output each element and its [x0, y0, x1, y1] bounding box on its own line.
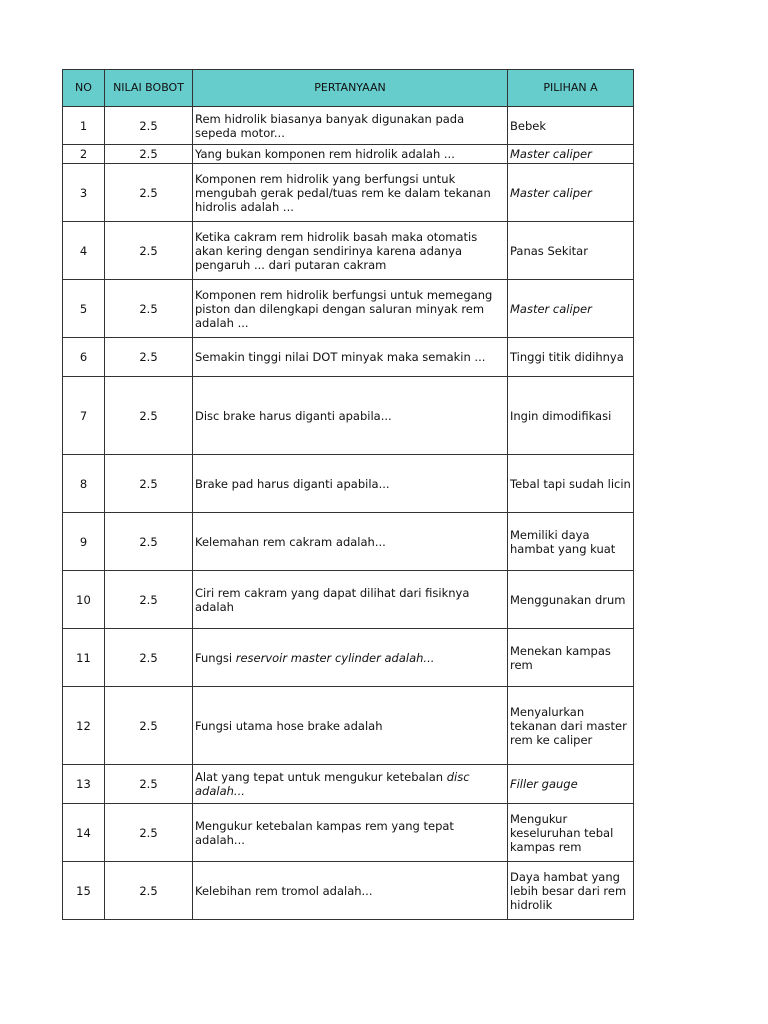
- header-option-a[interactable]: PILIHAN A: [508, 70, 634, 107]
- cell-question[interactable]: [193, 629, 508, 687]
- cell-weight[interactable]: 2.5: [105, 687, 193, 765]
- cell-question[interactable]: [193, 145, 508, 164]
- table-row: [63, 107, 634, 145]
- cell-question[interactable]: [193, 804, 508, 862]
- cell-option-a[interactable]: Bebek: [508, 107, 634, 145]
- question-text: Disc brake harus diganti apabila...: [195, 408, 392, 423]
- cell-question[interactable]: [193, 164, 508, 222]
- cell-option-a[interactable]: Daya hambat yang lebih besar dari rem hidrolik: [508, 862, 634, 920]
- cell-no[interactable]: 11: [63, 629, 105, 687]
- table-row: [63, 629, 634, 687]
- question-text: Alat yang tepat untuk mengukur ketebalan: [195, 770, 447, 784]
- question-text: Kelemahan rem cakram adalah...: [195, 534, 386, 549]
- cell-option-a[interactable]: Master caliper: [508, 145, 634, 164]
- cell-weight[interactable]: 2.5: [105, 455, 193, 513]
- cell-weight[interactable]: 2.5: [105, 145, 193, 164]
- cell-option-a[interactable]: Master caliper: [508, 280, 634, 338]
- cell-no[interactable]: 2: [63, 145, 105, 164]
- cell-option-a[interactable]: Memiliki daya hambat yang kuat: [508, 513, 634, 571]
- cell-no[interactable]: 15: [63, 862, 105, 920]
- cell-weight[interactable]: 2.5: [105, 862, 193, 920]
- table-row: [63, 222, 634, 280]
- cell-no[interactable]: 7: [63, 377, 105, 455]
- cell-weight[interactable]: 2.5: [105, 765, 193, 804]
- question-text: Ciri rem cakram yang dapat dilihat dari fisiknya adalah: [195, 585, 470, 614]
- cell-no[interactable]: 3: [63, 164, 105, 222]
- question-text: Kelebihan rem tromol adalah...: [195, 883, 373, 898]
- cell-question[interactable]: [193, 513, 508, 571]
- table-row: [63, 164, 634, 222]
- question-text: Komponen rem hidrolik yang berfungsi untuk mengubah gerak pedal/tuas rem ke dalam tekanan hidrolis adalah ...: [195, 171, 491, 214]
- cell-no[interactable]: 14: [63, 804, 105, 862]
- cell-weight[interactable]: 2.5: [105, 629, 193, 687]
- question-table: [62, 69, 634, 920]
- cell-weight[interactable]: 2.5: [105, 377, 193, 455]
- table-row: [63, 765, 634, 804]
- table-row: [63, 862, 634, 920]
- cell-weight[interactable]: 2.5: [105, 107, 193, 145]
- cell-weight[interactable]: 2.5: [105, 280, 193, 338]
- cell-weight[interactable]: 2.5: [105, 222, 193, 280]
- question-text: Fungsi utama hose brake adalah: [195, 718, 383, 733]
- table-row: [63, 377, 634, 455]
- table-row: [63, 571, 634, 629]
- question-text: Fungsi: [195, 650, 236, 665]
- question-text: Rem hidrolik biasanya banyak digunakan pada sepeda motor...: [195, 111, 465, 140]
- cell-question[interactable]: [193, 222, 508, 280]
- cell-no[interactable]: 1: [63, 107, 105, 145]
- cell-option-a[interactable]: Master caliper: [508, 164, 634, 222]
- cell-no[interactable]: 8: [63, 455, 105, 513]
- cell-no[interactable]: 13: [63, 765, 105, 804]
- cell-option-a[interactable]: Panas Sekitar: [508, 222, 634, 280]
- question-text: Brake pad harus diganti apabila...: [195, 476, 390, 491]
- cell-no[interactable]: 4: [63, 222, 105, 280]
- cell-option-a[interactable]: Menyalurkan tekanan dari master rem ke caliper: [508, 687, 634, 765]
- question-text: Mengukur ketebalan kampas rem yang tepat adalah...: [195, 818, 454, 847]
- cell-question[interactable]: [193, 687, 508, 765]
- cell-weight[interactable]: 2.5: [105, 338, 193, 377]
- question-italic-text: disc adalah...: [195, 770, 470, 798]
- table-row: [63, 145, 634, 164]
- cell-option-a[interactable]: Menekan kampas rem: [508, 629, 634, 687]
- cell-weight[interactable]: 2.5: [105, 164, 193, 222]
- table-row: [63, 804, 634, 862]
- cell-option-a[interactable]: Menggunakan drum: [508, 571, 634, 629]
- cell-question[interactable]: [193, 338, 508, 377]
- question-italic-text: reservoir master cylinder adalah...: [235, 650, 435, 665]
- question-text: Yang bukan komponen rem hidrolik adalah ...: [195, 147, 455, 161]
- cell-no[interactable]: 12: [63, 687, 105, 765]
- cell-option-a[interactable]: Filler gauge: [508, 765, 634, 804]
- cell-option-a[interactable]: Tinggi titik didihnya: [508, 338, 634, 377]
- header-no[interactable]: NO: [63, 70, 105, 107]
- cell-option-a[interactable]: Ingin dimodifikasi: [508, 377, 634, 455]
- cell-question[interactable]: [193, 107, 508, 145]
- cell-no[interactable]: 6: [63, 338, 105, 377]
- cell-question[interactable]: [193, 862, 508, 920]
- table-row: [63, 687, 634, 765]
- header-row: [63, 70, 634, 107]
- cell-weight[interactable]: 2.5: [105, 571, 193, 629]
- header-weight[interactable]: NILAI BOBOT: [105, 70, 193, 107]
- table-row: [63, 338, 634, 377]
- question-text: Semakin tinggi nilai DOT minyak maka semakin ...: [195, 350, 486, 364]
- cell-question[interactable]: [193, 455, 508, 513]
- cell-option-a[interactable]: Mengukur keseluruhan tebal kampas rem: [508, 804, 634, 862]
- cell-option-a[interactable]: Tebal tapi sudah licin: [508, 455, 634, 513]
- cell-weight[interactable]: 2.5: [105, 513, 193, 571]
- table-body: [63, 107, 634, 920]
- cell-no[interactable]: 9: [63, 513, 105, 571]
- question-text: Ketika cakram rem hidrolik basah maka otomatis akan kering dengan sendirinya karena adanya pengaruh ... dari putaran cakram: [195, 229, 478, 272]
- table-row: [63, 513, 634, 571]
- question-text: Komponen rem hidrolik berfungsi untuk memegang piston dan dilengkapi dengan saluran minyak rem adalah ...: [195, 287, 493, 330]
- cell-no[interactable]: 10: [63, 571, 105, 629]
- cell-question[interactable]: [193, 571, 508, 629]
- cell-question[interactable]: [193, 765, 508, 804]
- cell-weight[interactable]: 2.5: [105, 804, 193, 862]
- table-row: [63, 455, 634, 513]
- cell-no[interactable]: 5: [63, 280, 105, 338]
- table-row: [63, 280, 634, 338]
- cell-question[interactable]: [193, 280, 508, 338]
- cell-question[interactable]: [193, 377, 508, 455]
- header-question[interactable]: PERTANYAAN: [193, 70, 508, 107]
